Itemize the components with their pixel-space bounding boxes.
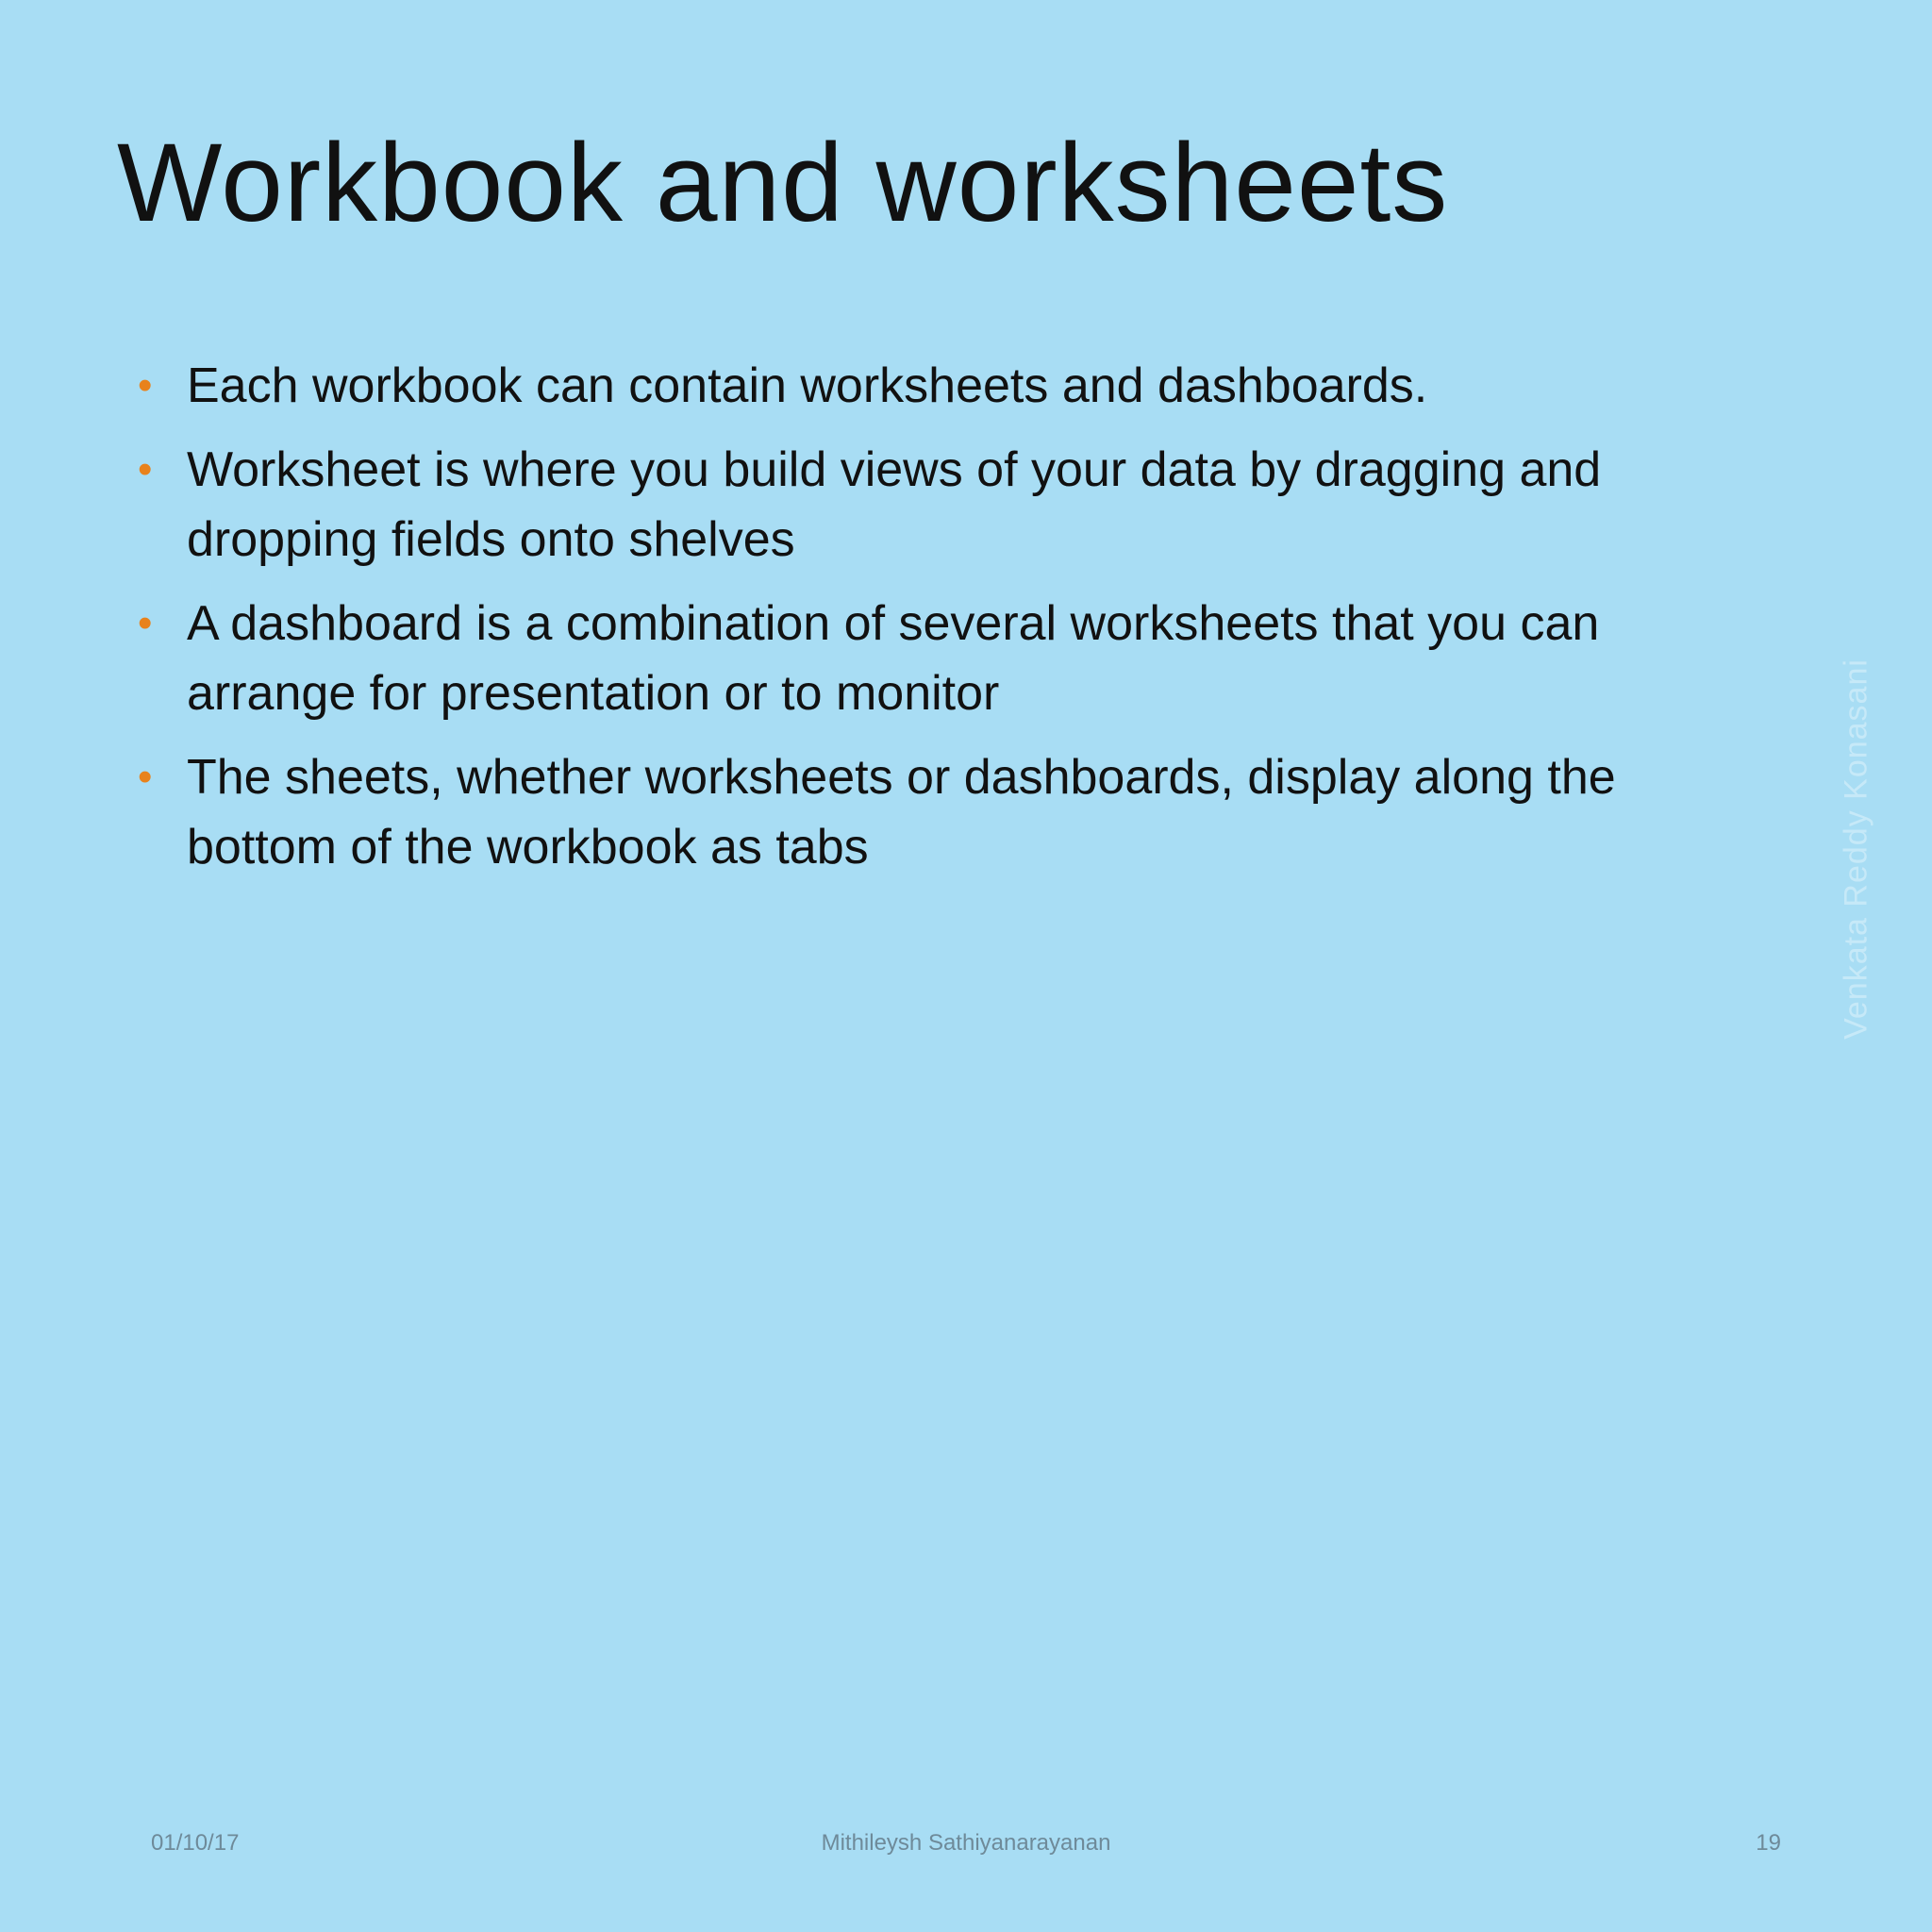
bullet-item bbox=[132, 742, 1660, 882]
bullet-text: A dashboard is a combination of several worksheets that you can arrange for presentation or to monitor bbox=[187, 596, 1600, 721]
slide-title: Workbook and worksheets bbox=[117, 121, 1449, 245]
footer-author: Mithileysh Sathiyanarayanan bbox=[821, 1830, 1111, 1856]
bullet-item bbox=[132, 589, 1660, 728]
bullet-item bbox=[132, 435, 1660, 575]
bullet-dot-icon: • bbox=[138, 362, 153, 408]
bullet-dot-icon: • bbox=[138, 600, 153, 646]
watermark-text: Venkata Reddy Konasani bbox=[1838, 658, 1874, 1040]
bullet-dot-icon: • bbox=[138, 754, 153, 800]
bullet-text: Each workbook can contain worksheets and dashboards. bbox=[187, 358, 1428, 413]
bullet-text: The sheets, whether worksheets or dashboards, display along the bottom of the workbook as tabs bbox=[187, 750, 1616, 874]
bullet-text: Worksheet is where you build views of your data by dragging and dropping fields onto shelves bbox=[187, 442, 1602, 567]
bullet-dot-icon: • bbox=[138, 446, 153, 492]
footer-date: 01/10/17 bbox=[151, 1830, 240, 1856]
bullet-item bbox=[132, 351, 1660, 421]
footer-page-number: 19 bbox=[1756, 1830, 1781, 1856]
bullet-list bbox=[132, 351, 1660, 896]
